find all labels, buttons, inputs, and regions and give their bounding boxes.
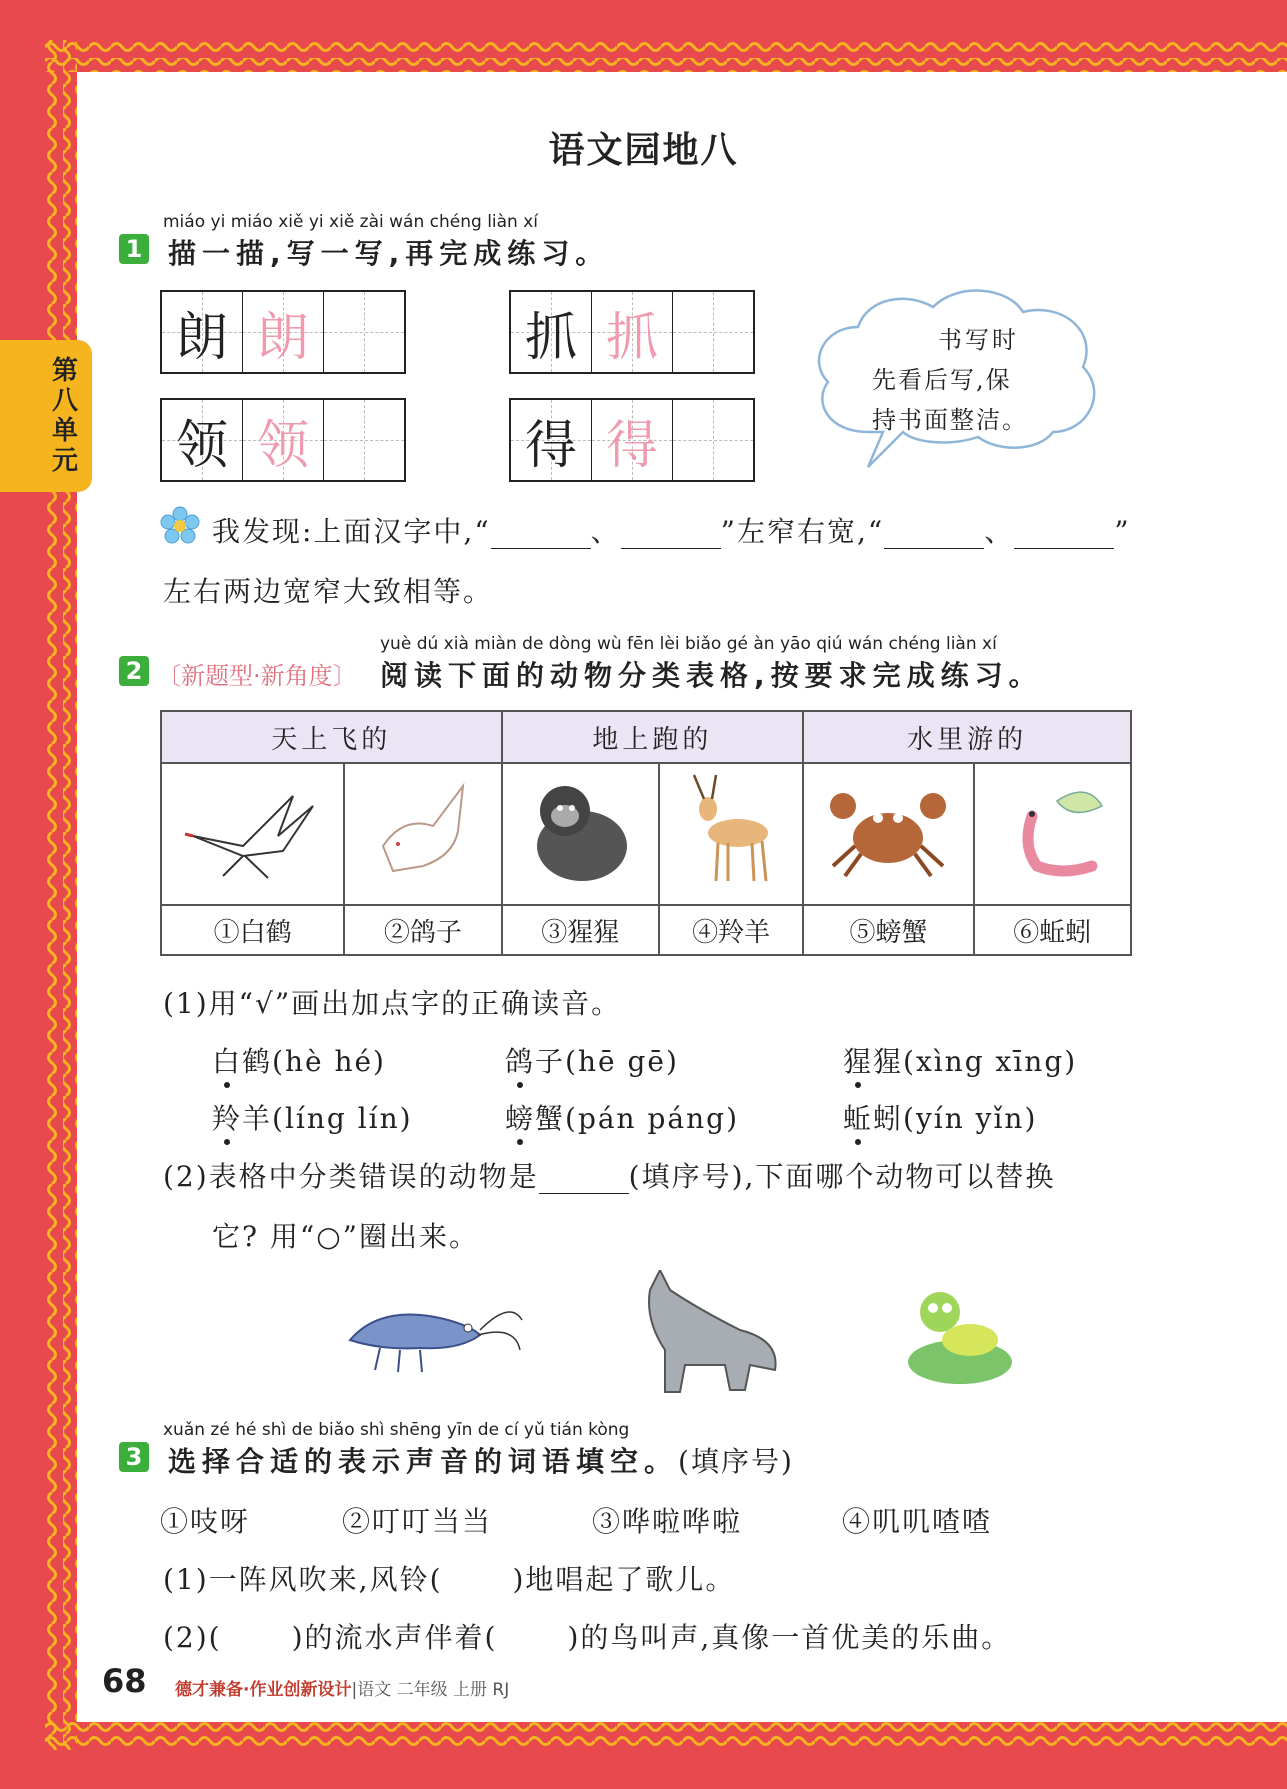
reading-item[interactable]: 蚯蚓(yín yǐn): [843, 1097, 1037, 1137]
writing-grid-1[interactable]: [160, 290, 406, 374]
discovery-line-1: 我发现:上面汉字中,“ 、 ”左窄右宽,“ 、 ”: [212, 515, 1131, 548]
bubble-line-1: 书写时: [938, 326, 1019, 354]
q3-option: ①吱呀: [160, 1505, 251, 1538]
answer-blank[interactable]: [884, 515, 984, 549]
reading-item[interactable]: 螃蟹(pán páng): [505, 1097, 739, 1137]
shrimp-image[interactable]: [340, 1280, 525, 1375]
q2-sub2-line2: 它? 用“○”圈出来。: [212, 1220, 479, 1253]
q3-instruction: 选择合适的表示声音的词语填空。(填序号): [168, 1445, 794, 1478]
page-title: 语文园地八: [548, 130, 739, 171]
q3-pinyin: xuǎn zé hé shì de biǎo shì shēng yīn de cí yǔ tián kòng: [163, 1420, 630, 1440]
q1-instruction: 描一描,写一写,再完成练习。: [168, 237, 610, 270]
header-sky: 天上飞的: [161, 711, 502, 763]
blank-cell[interactable]: [672, 400, 753, 480]
crab-image: [803, 763, 973, 905]
answer-blank[interactable]: [222, 1621, 292, 1654]
header-water: 水里游的: [803, 711, 1131, 763]
model-char: 抓: [524, 307, 577, 368]
animal-label: ②鸽子: [344, 905, 501, 955]
writing-grid-2[interactable]: [509, 290, 755, 374]
caterpillar-image[interactable]: [905, 1282, 1015, 1387]
reading-item[interactable]: 白鹤(hè hé): [212, 1040, 386, 1080]
blank-cell[interactable]: [323, 400, 404, 480]
bubble-line-2: 先看后写,保: [872, 366, 1012, 394]
gorilla-image: [502, 763, 659, 905]
q2-sub2-line1: (2)表格中分类错误的动物是 (填序号),下面哪个动物可以替换: [163, 1160, 1056, 1193]
answer-blank[interactable]: [443, 1563, 513, 1596]
q2-number-badge: 2: [119, 656, 149, 686]
reading-item[interactable]: 羚羊(líng lín): [212, 1097, 413, 1137]
blank-cell[interactable]: [323, 292, 404, 372]
q3-option: ③哗啦哗啦: [592, 1505, 743, 1538]
q1-number-badge: 1: [119, 234, 149, 264]
trace-char: 抓: [605, 307, 658, 368]
animal-label: ⑥蚯蚓: [974, 905, 1131, 955]
pigeon-image: [344, 763, 501, 905]
q3-sentence-1: (1)一阵风吹来,风铃( )地唱起了歌儿。: [163, 1563, 736, 1596]
animal-label: ①白鹤: [161, 905, 344, 955]
q3-number-badge: 3: [119, 1442, 149, 1472]
reading-item[interactable]: 鸽子(hē gē): [505, 1040, 679, 1080]
model-char: 得: [524, 415, 577, 476]
trace-char: 朗: [256, 307, 309, 368]
writing-grid-3[interactable]: [160, 398, 406, 482]
q2-new-type-tag: 〔新题型·新角度〕: [157, 662, 357, 690]
footer-publication: 德才兼备·作业创新设计|语文 二年级 上册 RJ: [175, 1680, 510, 1700]
answer-blank[interactable]: [491, 515, 591, 549]
model-char: 朗: [175, 307, 228, 368]
animal-classification-table: [160, 710, 1132, 956]
q3-option: ②叮叮当当: [342, 1505, 493, 1538]
trace-char: 得: [605, 415, 658, 476]
animal-label: ④羚羊: [659, 905, 803, 955]
model-char: 领: [175, 415, 228, 476]
q2-pinyin: yuè dú xià miàn de dòng wù fēn lèi biǎo gé àn yāo qiú wán chéng liàn xí: [380, 634, 997, 654]
reading-item[interactable]: 猩猩(xìng xīng): [843, 1040, 1077, 1080]
writing-grid-4[interactable]: [509, 398, 755, 482]
unit-label: 第八单元: [51, 356, 78, 476]
animal-label: ③猩猩: [502, 905, 659, 955]
q3-sentence-2: (2)( )的流水声伴着( )的鸟叫声,真像一首优美的乐曲。: [163, 1621, 1012, 1654]
bubble-line-3: 持书面整洁。: [872, 406, 1028, 434]
discovery-line-2: 左右两边宽窄大致相等。: [163, 575, 494, 608]
q2-sub1: (1)用“√”画出加点字的正确读音。: [163, 987, 622, 1020]
antelope-image: [659, 763, 803, 905]
flower-icon: [160, 506, 200, 546]
earthworm-image: [974, 763, 1131, 905]
blank-cell[interactable]: [672, 292, 753, 372]
q3-option: ④叽叽喳喳: [842, 1505, 993, 1538]
page-number: 68: [102, 1662, 147, 1700]
crane-image: [161, 763, 344, 905]
q1-pinyin: miáo yi miáo xiě yi xiě zài wán chéng liàn xí: [163, 212, 539, 232]
answer-blank[interactable]: [497, 1621, 567, 1654]
unit-side-tab: [0, 340, 92, 492]
header-land: 地上跑的: [502, 711, 804, 763]
answer-blank[interactable]: [1014, 515, 1114, 549]
wolf-image[interactable]: [630, 1270, 780, 1395]
answer-blank[interactable]: [621, 515, 721, 549]
answer-blank[interactable]: [539, 1160, 629, 1194]
animal-label: ⑤螃蟹: [803, 905, 973, 955]
trace-char: 领: [256, 415, 309, 476]
q2-instruction: 阅读下面的动物分类表格,按要求完成练习。: [380, 659, 1043, 692]
